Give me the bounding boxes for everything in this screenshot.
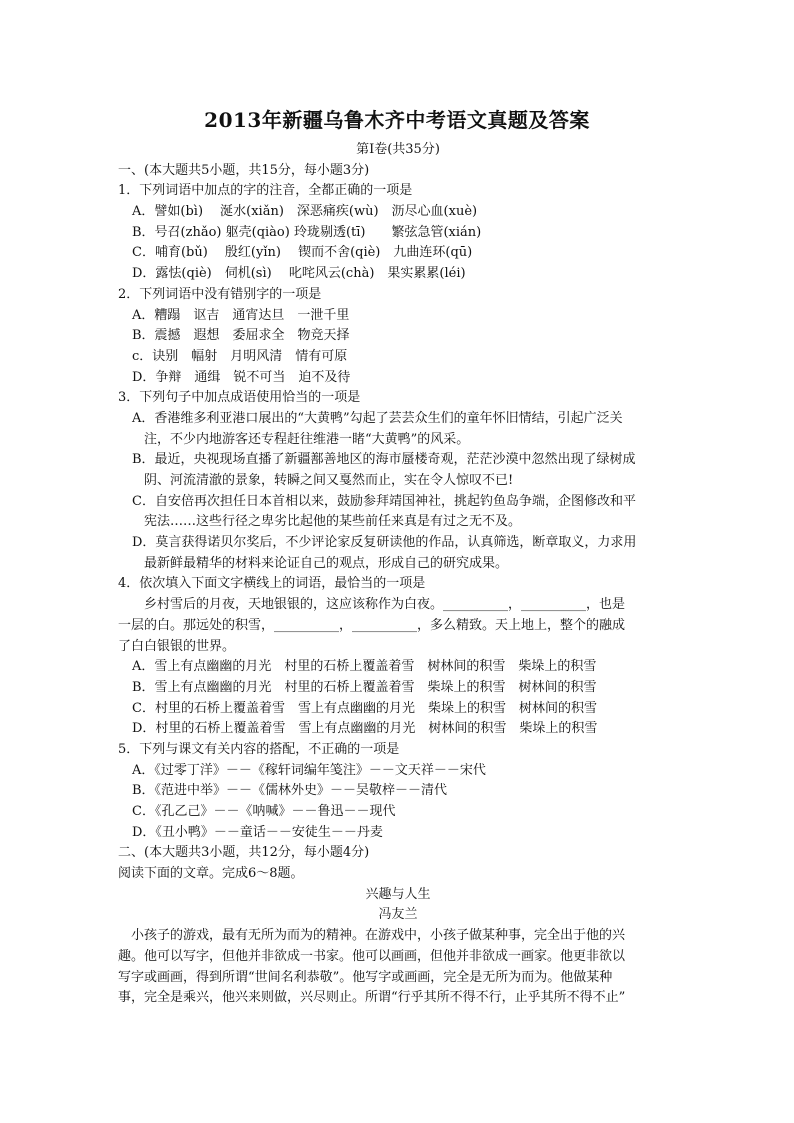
- question-4-option-a: A．雪上有点幽幽的月光 村里的石桥上覆盖着雪 树林间的积雪 柴垛上的积雪: [132, 659, 597, 675]
- question-1-stem: 1．下列词语中加点的字的注音，全都正确的一项是: [118, 183, 413, 199]
- question-3-option-d-line2: 最新鲜最精华的材料来论证自己的观点，形成自己的研究成果。: [144, 555, 509, 571]
- question-5-option-c: C．《孔乙己》－－《呐喊》－－鲁迅－－现代: [132, 804, 396, 819]
- question-3-option-c-line2: 宪法……这些行径之卑劣比起他的某些前任来真是有过之无不及。: [144, 514, 522, 530]
- question-3-option-c-line1: C．自安倍再次担任日本首相以来，鼓励参拜靖国神社，挑起钓鱼岛争端，企图修改和平: [132, 493, 636, 509]
- question-2-stem: 2．下列词语中没有错别字的一项是: [118, 286, 322, 302]
- article-title: 兴趣与人生: [365, 886, 431, 902]
- question-1-option-c: C．哺育(bǔ) 殷红(yǐn) 锲而不舍(qiè) 九曲连环(qū): [132, 245, 473, 261]
- question-3-stem: 3．下列句子中加点成语使用恰当的一项是: [118, 390, 361, 406]
- question-2-option-b: B．震撼 遐想 委屈求全 物竞天择: [132, 328, 350, 344]
- article-line-1: 小孩子的游戏，最有无所为而为的精神。在游戏中，小孩子做某种事，完全出于他的兴: [118, 928, 626, 944]
- article-line-4: 事，完全是乘兴，他兴来则做，兴尽则止。所谓“行乎其所不得不行，止乎其所不得不止”: [118, 990, 626, 1006]
- question-4-passage-line2: 一层的白。那远处的积雪，__________，__________，多么精致。天上地上，整个的融成: [118, 617, 626, 633]
- document-body: [118, 140, 678, 1009]
- article-line-3: 写字或画画，得到所谓“世间名利恭敬”。他写字或画画，完全是无所为而为。他做某种: [118, 969, 613, 985]
- question-4-passage-line3: 了白白银银的世界。: [118, 638, 236, 654]
- question-3-option-d-line1: D．莫言获得诺贝尔奖后，不少评论家反复研读他的作品，认真筛选，断章取义，力求用: [132, 535, 637, 551]
- question-5-option-b: B．《范进中举》－－《儒林外史》－－吴敬梓－－清代: [132, 783, 448, 799]
- question-3-option-a-line1: A．香港维多利亚港口展出的“大黄鸭”勾起了芸芸众生们的童年怀旧情结，引起广泛关: [132, 410, 623, 426]
- question-4-stem: 4．依次填入下面文字横线上的词语，最恰当的一项是: [118, 576, 426, 592]
- question-1-option-d: D．露怯(qiè) 伺机(sì) 叱咤风云(chà) 果实累累(léi): [132, 266, 466, 282]
- question-2-option-d: D．争辩 通缉 锐不可当 迫不及待: [132, 369, 351, 385]
- question-5-option-d: D．《丑小鸭》－－童话－－安徒生－－丹麦: [132, 824, 383, 840]
- document-title: 2013年新疆乌鲁木齐中考语文真题及答案: [204, 108, 590, 132]
- section-heading-1: 一、(本大题共5小题，共15分，每小题3分): [118, 162, 370, 178]
- question-3-option-b-line2: 阴、河流清澈的景象，转瞬之间又戛然而止，实在令人惊叹不已!: [144, 473, 514, 488]
- question-5-option-a: A．《过零丁洋》－－《稼轩词编年笺注》－－文天祥－－宋代: [132, 762, 486, 778]
- volume-heading: 第Ⅰ卷(共35分): [356, 142, 440, 157]
- question-3-option-b-line1: B．最近，央视现场直播了新疆鄯善地区的海市蜃楼奇观，茫茫沙漠中忽然出现了绿树成: [132, 452, 636, 468]
- question-4-passage-line1: 乡村雪后的月夜，天地银银的，这应该称作为白夜。__________，__________，也是: [118, 597, 626, 613]
- article-line-2: 趣。他可以写字，但他并非欲成一书家。他可以画画，但他并非欲成一画家。他更非欲以: [118, 948, 626, 964]
- question-5-stem: 5．下列与课文有关内容的搭配，不正确的一项是: [118, 741, 400, 757]
- question-2-option-c: c．诀别 幅射 月明风清 情有可原: [132, 348, 348, 364]
- question-2-option-a: A．糟蹋 讴吉 通宵达旦 一泄千里: [132, 307, 350, 323]
- question-1-option-b: B．号召(zhǎo) 躯壳(qiào) 玲珑剔透(tī) 繁弦急管(xián): [132, 224, 482, 240]
- question-1-option-a: A．譬如(bì) 涎水(xiǎn) 深恶痛疾(wù) 沥尽心血(xuè): [132, 204, 478, 220]
- article-author: 冯友兰: [378, 907, 418, 923]
- section-heading-2: 二、(本大题共3小题，共12分，每小题4分): [118, 845, 370, 861]
- question-3-option-a-line2: 注，不少内地游客还专程赶往维港一睹“大黄鸭”的风采。: [144, 431, 470, 447]
- question-4-option-b: B．雪上有点幽幽的月光 村里的石桥上覆盖着雪 柴垛上的积雪 树林间的积雪: [132, 679, 597, 695]
- question-4-option-c: C．村里的石桥上覆盖着雪 雪上有点幽幽的月光 柴垛上的积雪 树林间的积雪: [132, 700, 597, 716]
- reading-instruction: 阅读下面的文章。完成6～8题。: [118, 866, 304, 882]
- question-4-option-d: D．村里的石桥上覆盖着雪 雪上有点幽幽的月光 树林间的积雪 柴垛上的积雪: [132, 721, 598, 737]
